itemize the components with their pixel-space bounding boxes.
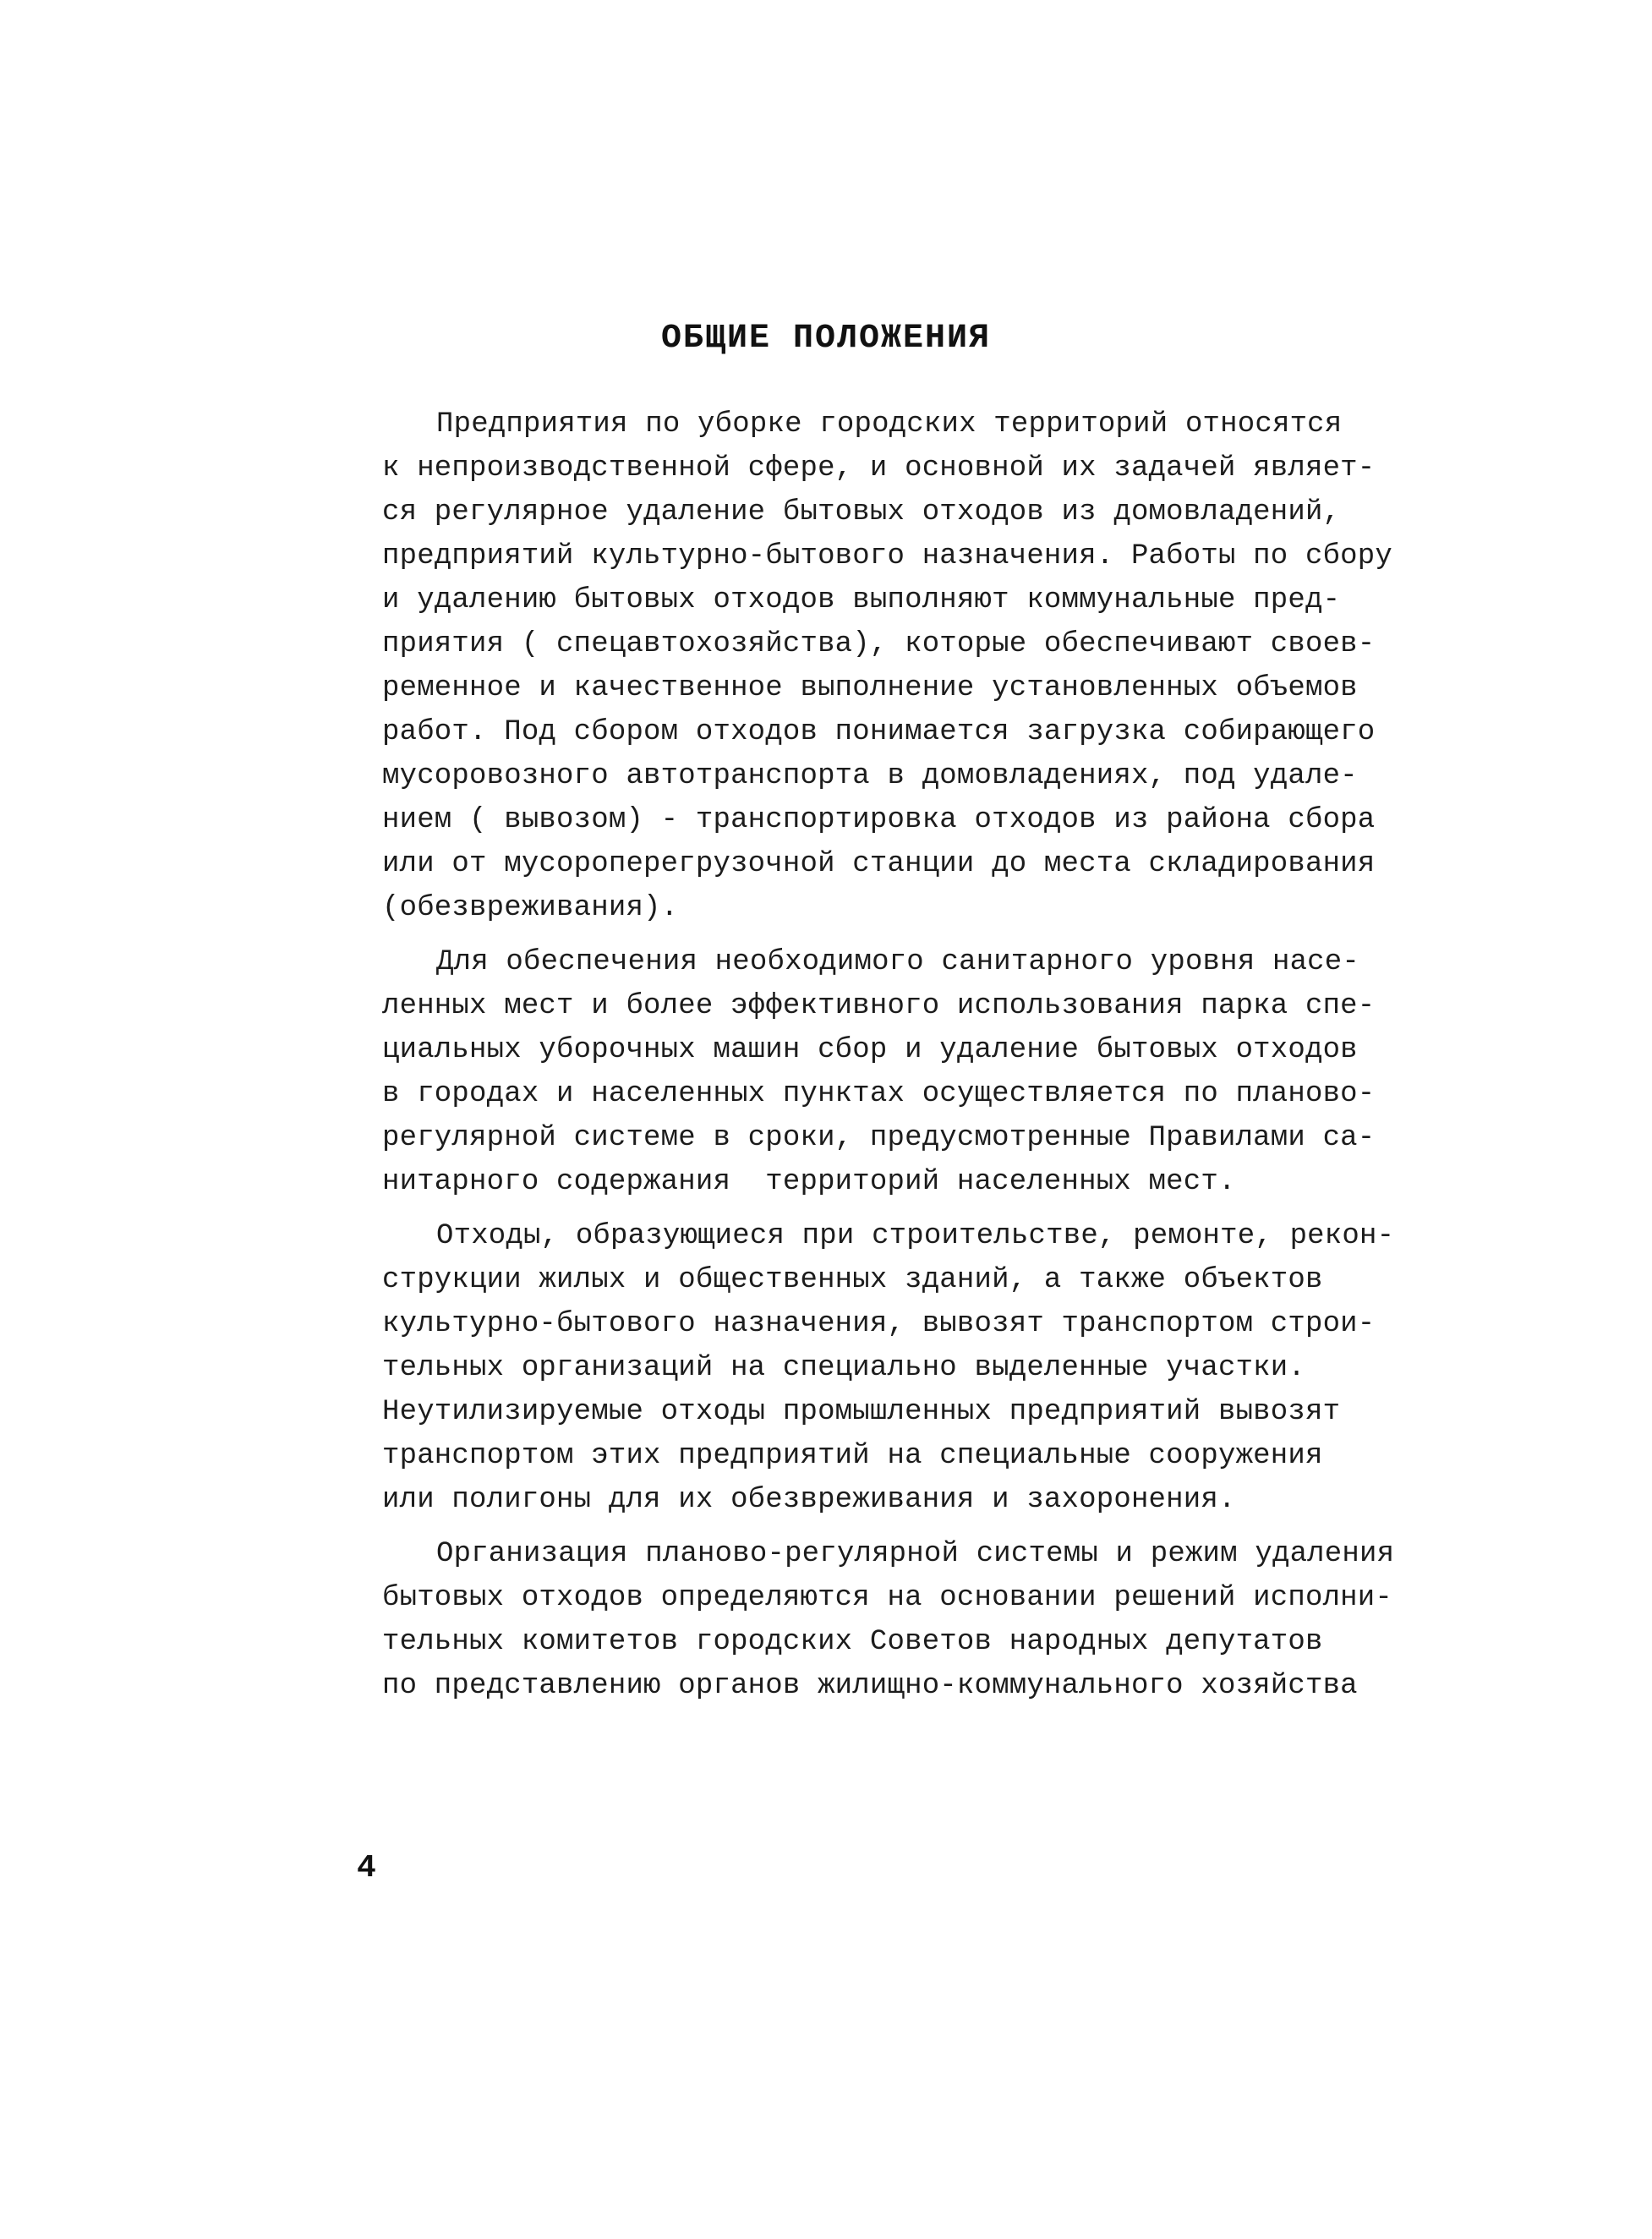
text-line: нием ( вывозом) - транспортировка отходов из района сбора bbox=[382, 804, 1376, 836]
text-line: Предприятия по уборке городских территорий относятся bbox=[436, 408, 1343, 441]
text-line: нитарного содержания территорий населенных мест. bbox=[382, 1166, 1236, 1198]
text-line: (обезвреживания). bbox=[382, 892, 679, 924]
text-line: в городах и населенных пунктах осуществляется по планово- bbox=[382, 1078, 1376, 1110]
text-line: или полигоны для их обезвреживания и захоронения. bbox=[382, 1484, 1236, 1516]
text-line: ременное и качественное выполнение установленных объемов bbox=[382, 672, 1358, 704]
text-line: транспортом этих предприятий на специальные сооружения bbox=[382, 1440, 1323, 1472]
section-title: ОБЩИЕ ПОЛОЖЕНИЯ bbox=[660, 320, 992, 358]
text-line: регулярной системе в сроки, предусмотренные Правилами са- bbox=[382, 1122, 1376, 1154]
text-line: тельных организаций на специально выделенные участки. bbox=[382, 1352, 1305, 1384]
page-number: 4 bbox=[357, 1850, 376, 1886]
text-line: тельных комитетов городских Советов народных депутатов bbox=[382, 1626, 1323, 1658]
text-line: циальных уборочных машин сбор и удаление бытовых отходов bbox=[382, 1034, 1358, 1066]
text-line: струкции жилых и общественных зданий, а также объектов bbox=[382, 1264, 1323, 1296]
text-line: к непроизводственной сфере, и основной их задачей являет- bbox=[382, 452, 1376, 484]
paragraph-spacer bbox=[382, 1204, 1422, 1214]
text-line: Неутилизируемые отходы промышленных предприятий вывозят bbox=[382, 1396, 1341, 1428]
text-line: или от мусороперегрузочной станции до места складирования bbox=[382, 848, 1376, 880]
text-line: предприятий культурно-бытового назначения. Работы по сбору bbox=[382, 540, 1392, 572]
text-line: и удалению бытовых отходов выполняют коммунальные пред- bbox=[382, 584, 1341, 616]
document-body bbox=[382, 402, 1422, 1708]
text-line: приятия ( спецавтохозяйства), которые обеспечивают своев- bbox=[382, 628, 1376, 660]
text-line: ленных мест и более эффективного использования парка спе- bbox=[382, 990, 1376, 1022]
paragraph-spacer bbox=[382, 930, 1422, 940]
text-line: работ. Под сбором отходов понимается загрузка собирающего bbox=[382, 716, 1376, 748]
text-line: бытовых отходов определяются на основании решений исполни- bbox=[382, 1582, 1392, 1614]
paragraph-spacer bbox=[382, 1522, 1422, 1532]
text-line: Для обеспечения необходимого санитарного уровня насе- bbox=[436, 946, 1359, 978]
text-line: культурно-бытового назначения, вывозят транспортом строи- bbox=[382, 1308, 1376, 1340]
text-line: Организация планово-регулярной системы и режим удаления bbox=[436, 1538, 1395, 1570]
text-line: по представлению органов жилищно-коммунального хозяйства bbox=[382, 1670, 1358, 1702]
paragraph bbox=[382, 402, 1422, 930]
text-line: мусоровозного автотранспорта в домовладениях, под удале- bbox=[382, 760, 1358, 792]
text-line: Отходы, образующиеся при строительстве, ремонте, рекон- bbox=[436, 1220, 1395, 1252]
paragraph bbox=[382, 940, 1422, 1204]
paragraph bbox=[382, 1214, 1422, 1522]
text-line: ся регулярное удаление бытовых отходов из домовладений, bbox=[382, 496, 1341, 528]
paragraph bbox=[382, 1532, 1422, 1708]
